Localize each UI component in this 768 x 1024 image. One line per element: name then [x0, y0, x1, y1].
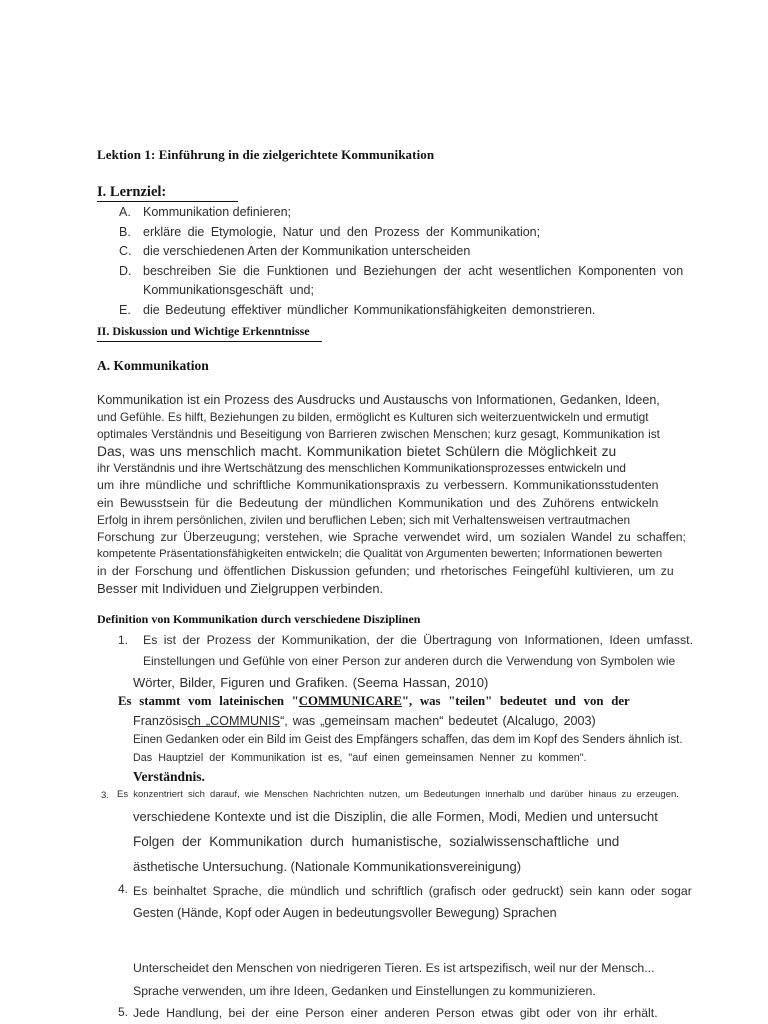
kommunikation-paragraph [97, 392, 740, 597]
paragraph-line: Erfolg in ihrem persönlichen, zivilen und beruflichen Leben; sich mit Verhaltensweisen vertrautmachen [97, 512, 631, 527]
list-item-b [97, 223, 740, 243]
communis-line: Französisch „COMMUNIS“, was „gemeinsam machen“ bedeutet (Alcalugo, 2003) [133, 714, 596, 729]
paragraph-line: um ihre mündliche und schriftliche Kommunikationspraxis zu verbessern. Kommunikationsstudenten [97, 478, 659, 493]
lernziel-list [97, 203, 740, 320]
item-text: die verschiedenen Arten der Kommunikation unterscheiden [143, 244, 471, 258]
item-number: 5. [118, 1004, 129, 1019]
list-item-a [97, 203, 740, 223]
item-number: 1. [118, 633, 129, 648]
page-content [97, 147, 740, 1022]
item-line: Es beinhaltet Sprache, die mündlich und schriftlich (grafisch oder gedruckt) sein kann oder sogar [133, 883, 692, 898]
item-label: E. [119, 302, 131, 317]
definition-heading: Definition von Kommunikation durch verschiedene Disziplinen [97, 612, 421, 627]
item-line: Einstellungen und Gefühle von einer Person zur anderen durch die Verwendung von Symbolen wie [143, 654, 676, 669]
item-line: Es ist der Prozess der Kommunikation, der die Übertragung von Informationen, Ideen umfasst. [143, 633, 693, 648]
item-line: Jede Handlung, bei der eine Person einer anderen Person etwas gibt oder von ihr erhält. [133, 1005, 658, 1020]
item-label: A. [119, 205, 131, 219]
communicare-underlined: COMMUNICARE [298, 694, 402, 709]
definition-item-3 [97, 788, 740, 877]
definition-item-1 [97, 630, 740, 693]
communis-underlined: ch „COMMUNIS [187, 714, 281, 729]
item-text: beschreiben Sie die Funktionen und Beziehungen der acht wesentlichen Komponenten von Kommunikationsgeschäft und; [143, 263, 684, 297]
item-number: 4. [118, 881, 129, 896]
latin-origin-line: Es stammt vom lateinischen "COMMUNICARE", was "teilen" bedeutet und von der [118, 694, 630, 709]
item-line: Wörter, Bilder, Figuren und Grafiken. (Seema Hassan, 2010) [133, 675, 489, 691]
definition-item-5 [97, 1005, 740, 1022]
item-text: Kommunikation definieren; [143, 205, 291, 219]
diskussion-heading [97, 324, 740, 342]
definition-item-4 [97, 880, 740, 924]
verstaendnis-line: Verständnis. [133, 768, 205, 784]
paragraph-line: Forschung zur Überzeugung; verstehen, wie Sprache verwendet wird, um sozialen Wandel zu schaffen; [97, 529, 686, 544]
paragraph-line: Kommunikation ist ein Prozess des Ausdrucks und Austauschs von Informationen, Gedanken, Ideen, [97, 393, 660, 407]
paragraph-line: Das, was uns menschlich macht. Kommunikation bietet Schülern die Möglichkeit zu [97, 444, 617, 460]
continuation-line: Unterscheidet den Menschen von niedrigeren Tieren. Es ist artspezifisch, weil nur der Mensch... [133, 960, 655, 975]
item-label: D. [119, 263, 132, 278]
lesson-title: Lektion 1: Einführung in die zielgerichtete Kommunikation [97, 147, 435, 162]
item-line: verschiedene Kontexte und ist die Disziplin, die alle Formen, Modi, Medien und untersucht [133, 808, 658, 824]
lernziel-heading-text: I. Lernziel: [97, 184, 238, 202]
kommunikation-subheading: A. Kommunikation [97, 358, 209, 373]
item-number: 3. [101, 789, 109, 801]
item-text: erkläre die Etymologie, Natur und den Prozess der Kommunikation; [143, 224, 541, 239]
item-line: Gesten (Hände, Kopf oder Augen in bedeutungsvoller Bewegung) Sprachen [133, 905, 557, 920]
item-line: ästhetische Untersuchung. (Nationale Kommunikationsvereinigung) [133, 858, 522, 874]
paragraph-line: Besser mit Individuen und Zielgruppen verbinden. [97, 581, 384, 597]
list-item-c [97, 242, 740, 262]
list-item-e [97, 301, 740, 321]
paragraph-line: optimales Verständnis und Beseitigung von Barrieren zwischen Menschen; kurz gesagt, Kommunikation ist [97, 427, 660, 442]
item-label: B. [119, 224, 131, 239]
lernziel-heading [97, 184, 740, 202]
item-line-small: Es konzentriert sich darauf, wie Menschen Nachrichten nutzen, um Bedeutungen innerhalb und darüber hinaus zu erzeugen. [117, 788, 679, 800]
item-line: Das Hauptziel der Kommunikation ist es, "auf einen gemeinsamen Nenner zu kommen". [133, 752, 587, 765]
diskussion-heading-text: II. Diskussion und Wichtige Erkenntnisse [97, 324, 322, 342]
paragraph-line: ihr Verständnis und ihre Wertschätzung des menschlichen Kommunikationsprozesses entwickeln und [97, 461, 626, 476]
item-line: Folgen der Kommunikation durch humanistische, sozialwissenschaftliche und [133, 833, 620, 849]
paragraph-line: ein Bewusstsein für die Bedeutung der mündlichen Kommunikation und des Zuhörens entwickeln [97, 495, 659, 510]
continuation-line: Sprache verwenden, um ihre Ideen, Gedanken und Einstellungen zu kommunizieren. [133, 983, 596, 998]
item-line: Einen Gedanken oder ein Bild im Geist des Empfängers schaffen, das dem im Kopf des Senders ähnlich ist. [133, 734, 683, 747]
list-item-d [97, 262, 740, 301]
item-text: die Bedeutung effektiver mündlicher Kommunikationsfähigkeiten demonstrieren. [143, 302, 596, 317]
continuation-block [97, 957, 740, 1003]
paragraph-line: und Gefühle. Es hilft, Beziehungen zu bilden, ermöglicht es Kulturen sich weiterzuentwickeln und ermutigt [97, 410, 649, 425]
paragraph-line: in der Forschung und öffentlichen Diskussion gefunden; und rhetorisches Feingefühl kultivieren, um zu [97, 563, 674, 578]
definition-item-2 [97, 693, 740, 784]
paragraph-line: kompetente Präsentationsfähigkeiten entwickeln; die Qualität von Argumenten bewerten; Informationen bewerten [97, 547, 663, 560]
item-label: C. [119, 244, 132, 258]
